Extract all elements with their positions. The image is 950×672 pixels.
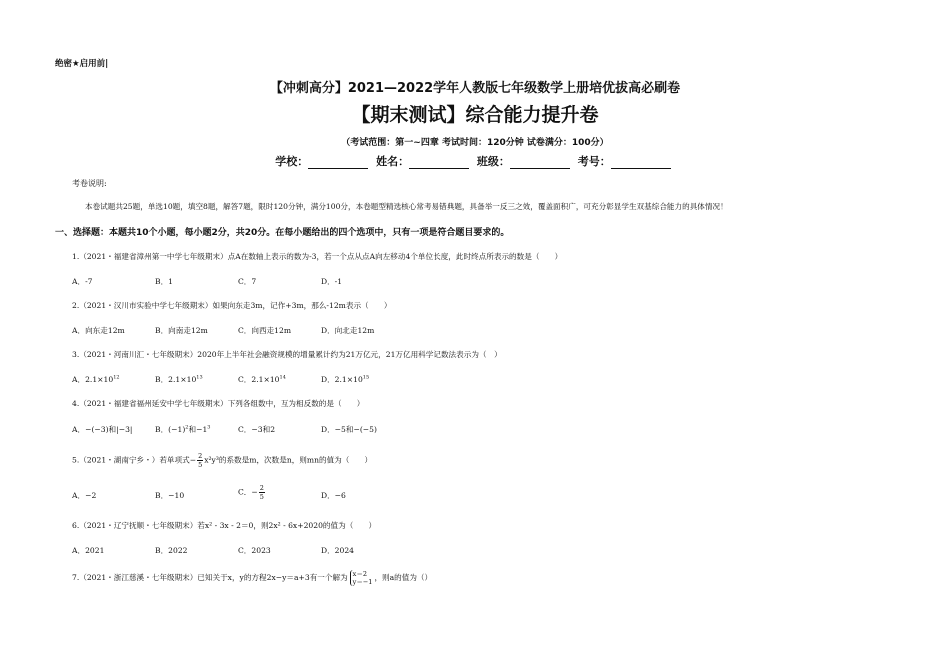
school-label: 学校：: [275, 155, 309, 168]
class-label: 班级：: [476, 155, 510, 168]
q6-option-a: A．2021: [72, 546, 105, 555]
section-heading: 一、选择题：本题共10个小题，每小题2分，共20分。在每小题给出的四个选项中，只有一项是符合题目要求的。: [55, 228, 510, 238]
q2-option-b: B．向南走12m: [155, 326, 208, 335]
question-1-stem: 1.（2021・福建省漳州第一中学七年级期末）点A在数轴上表示的数为-3，若一个点从点A向左移动4个单位长度，此时终点所表示的数是（ ）: [72, 252, 563, 261]
question-5-stem: 5.（2021・湖南宁乡・）若单项式− $\frac{2}{5}$ x²y³的系数是m，次数是n，则mn的值为（ ）: [72, 452, 373, 469]
q2-option-d: D．向北走12m: [321, 326, 375, 335]
q3-option-a: A．$2.1\times 10^{12}$: [72, 374, 120, 384]
student-info-fields: [0, 153, 950, 169]
q3-option-b: B．$2.1\times 10^{13}$: [155, 374, 203, 384]
q3-option-d: D．$2.1\times 10^{15}$: [321, 374, 370, 384]
q7-equation-system: x＝2 y＝−1: [350, 570, 373, 586]
question-7-stem: 7.（2021・浙江慈溪・七年级期末）已知关于x，y的方程2x−y＝a+3有一个解为 x＝2 y＝−1 ，则a的值为（）: [72, 570, 433, 586]
exam-number-blank[interactable]: [611, 156, 671, 169]
q1-option-a: A．-7: [72, 277, 93, 286]
question-6-stem: 6.（2021・辽宁抚顺・七年级期末）若x² - 3x - 2＝0，则2x² - 6x+2020的值为（ ）: [72, 521, 377, 530]
q1-option-d: D．-1: [321, 277, 343, 286]
q1-option-b: B．1: [155, 277, 174, 286]
school-blank[interactable]: [308, 156, 368, 169]
question-2-stem: 2.（2021・汉川市实验中学七年级期末）如果向东走3m，记作+3m，那么-12m表示（ ）: [72, 301, 392, 310]
q2-option-a: A．向东走12m: [72, 326, 125, 335]
q5-option-c: C．− $\frac{2}{5}$: [238, 484, 264, 501]
q3-option-c: C．$2.1\times 10^{14}$: [238, 374, 286, 384]
q4-option-d: D．−5和−(−5): [321, 425, 377, 434]
q4-option-a: A．−(−3)和|−3|: [72, 425, 133, 434]
q5-option-d: D．−6: [321, 491, 346, 500]
question-3-stem: 3.（2021・河南川汇・七年级期末）2020年上半年社会融资规模的增量累计约为21万亿元，21万亿用科学记数法表示为（ ）: [72, 350, 502, 359]
instructions-text: 本卷试题共25题，单选10题，填空8题，解答7题，限时120分钟，满分100分，本卷题型精选核心常考易错典题，具备举一反三之效，覆盖面积广，可充分彰显学生双基综合能力的具体情况！: [85, 202, 728, 211]
q5-fraction: $\frac{2}{5}$: [198, 452, 203, 469]
q6-option-b: B．2022: [155, 546, 188, 555]
exam-scope: （考试范围：第一~四章 考试时间：120分钟 试卷满分：100分）: [341, 138, 609, 148]
paper-title: 【冲刺高分】2021—2022学年人教版七年级数学上册培优拔高必刷卷: [269, 81, 681, 96]
exam-number-label: 考号：: [577, 155, 611, 168]
paper-subtitle: 【期末测试】综合能力提升卷: [351, 104, 599, 126]
q6-option-d: D．2024: [321, 546, 355, 555]
q4-option-c: C．−3和2: [238, 425, 276, 434]
q6-option-c: C．2023: [238, 546, 271, 555]
q1-option-c: C．7: [238, 277, 257, 286]
name-blank[interactable]: [409, 156, 469, 169]
instructions-label: 考卷说明:: [72, 179, 107, 188]
q5-option-a: A．−2: [72, 491, 97, 500]
question-4-stem: 4.（2021・福建省福州延安中学七年级期末）下列各组数中，互为相反数的是（ ）: [72, 399, 365, 408]
class-blank[interactable]: [510, 156, 570, 169]
q5-option-b: B．−10: [155, 491, 185, 500]
confidential-mark: 绝密★启用前|: [55, 59, 109, 69]
q2-option-c: C．向西走12m: [238, 326, 292, 335]
name-label: 姓名：: [376, 155, 410, 168]
q4-option-b: B．$(-1)^2$和$-1^3$: [155, 424, 211, 434]
